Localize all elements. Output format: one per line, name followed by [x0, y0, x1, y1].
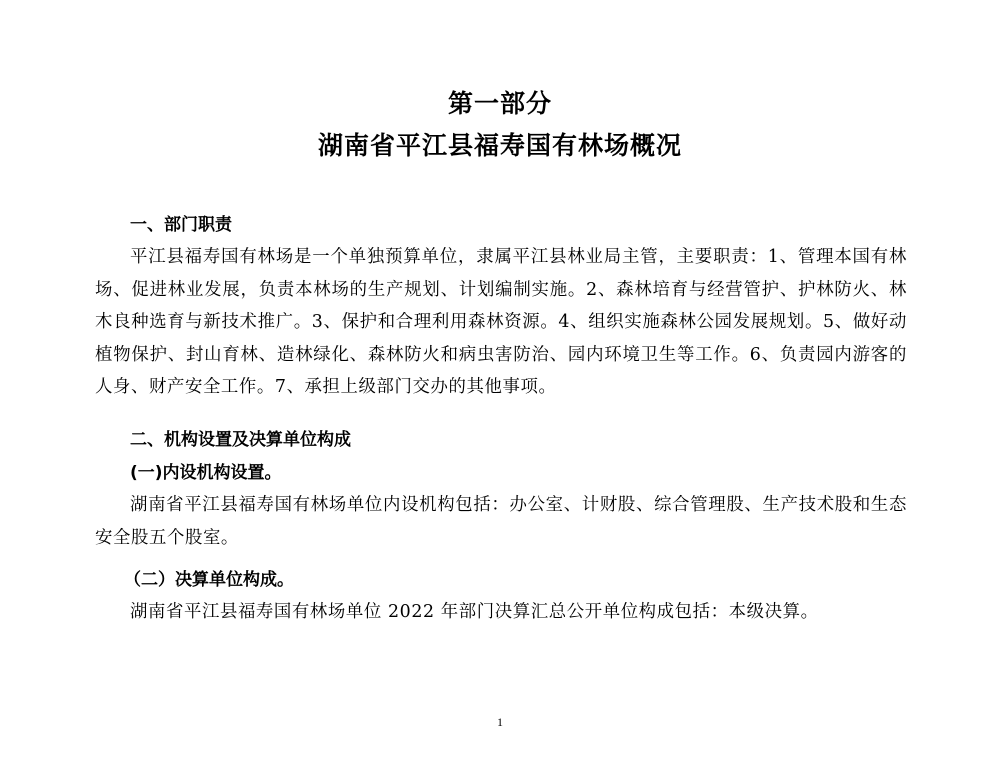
part-title: 第一部分	[447, 89, 552, 118]
section-2-heading: 二、机构设置及决算单位构成	[130, 430, 351, 450]
page-number: 1	[497, 715, 503, 729]
section-1-heading: 一、部门职责	[130, 215, 232, 235]
subsection-2-paragraph: 湖南省平江县福寿国有林场单位 2022 年部门决算汇总公开单位构成包括：本级决算。	[130, 602, 819, 622]
main-title: 湖南省平江县福寿国有林场概况	[317, 131, 682, 160]
section-1-paragraph: 平江县福寿国有林场是一个单独预算单位，隶属平江县林业局主管，主要职责：1、管理本国有林场、促进林业发展，负责本林场的生产规划、计划编制实施。2、森林培育与经营管护、护林防火、林木良种选育与新技术推广。3、保护和合理利用森林资源。4、组织实施森林公园发展规划。5、做好动植物保护、封山育林、造林绿化、森林防火和病虫害防治、园内环境卫生等工作。6、负责园内游客的人身、财产安全工作。7、承担上级部门交办的其他事项。	[95, 247, 907, 397]
subsection-1-heading: (一)内设机构设置。	[130, 463, 282, 483]
subsection-1-paragraph: 湖南省平江县福寿国有林场单位内设机构包括：办公室、计财股、综合管理股、生产技术股和生态安全股五个股室。	[95, 495, 907, 548]
subsection-2-heading: （二）决算单位构成。	[124, 570, 294, 590]
